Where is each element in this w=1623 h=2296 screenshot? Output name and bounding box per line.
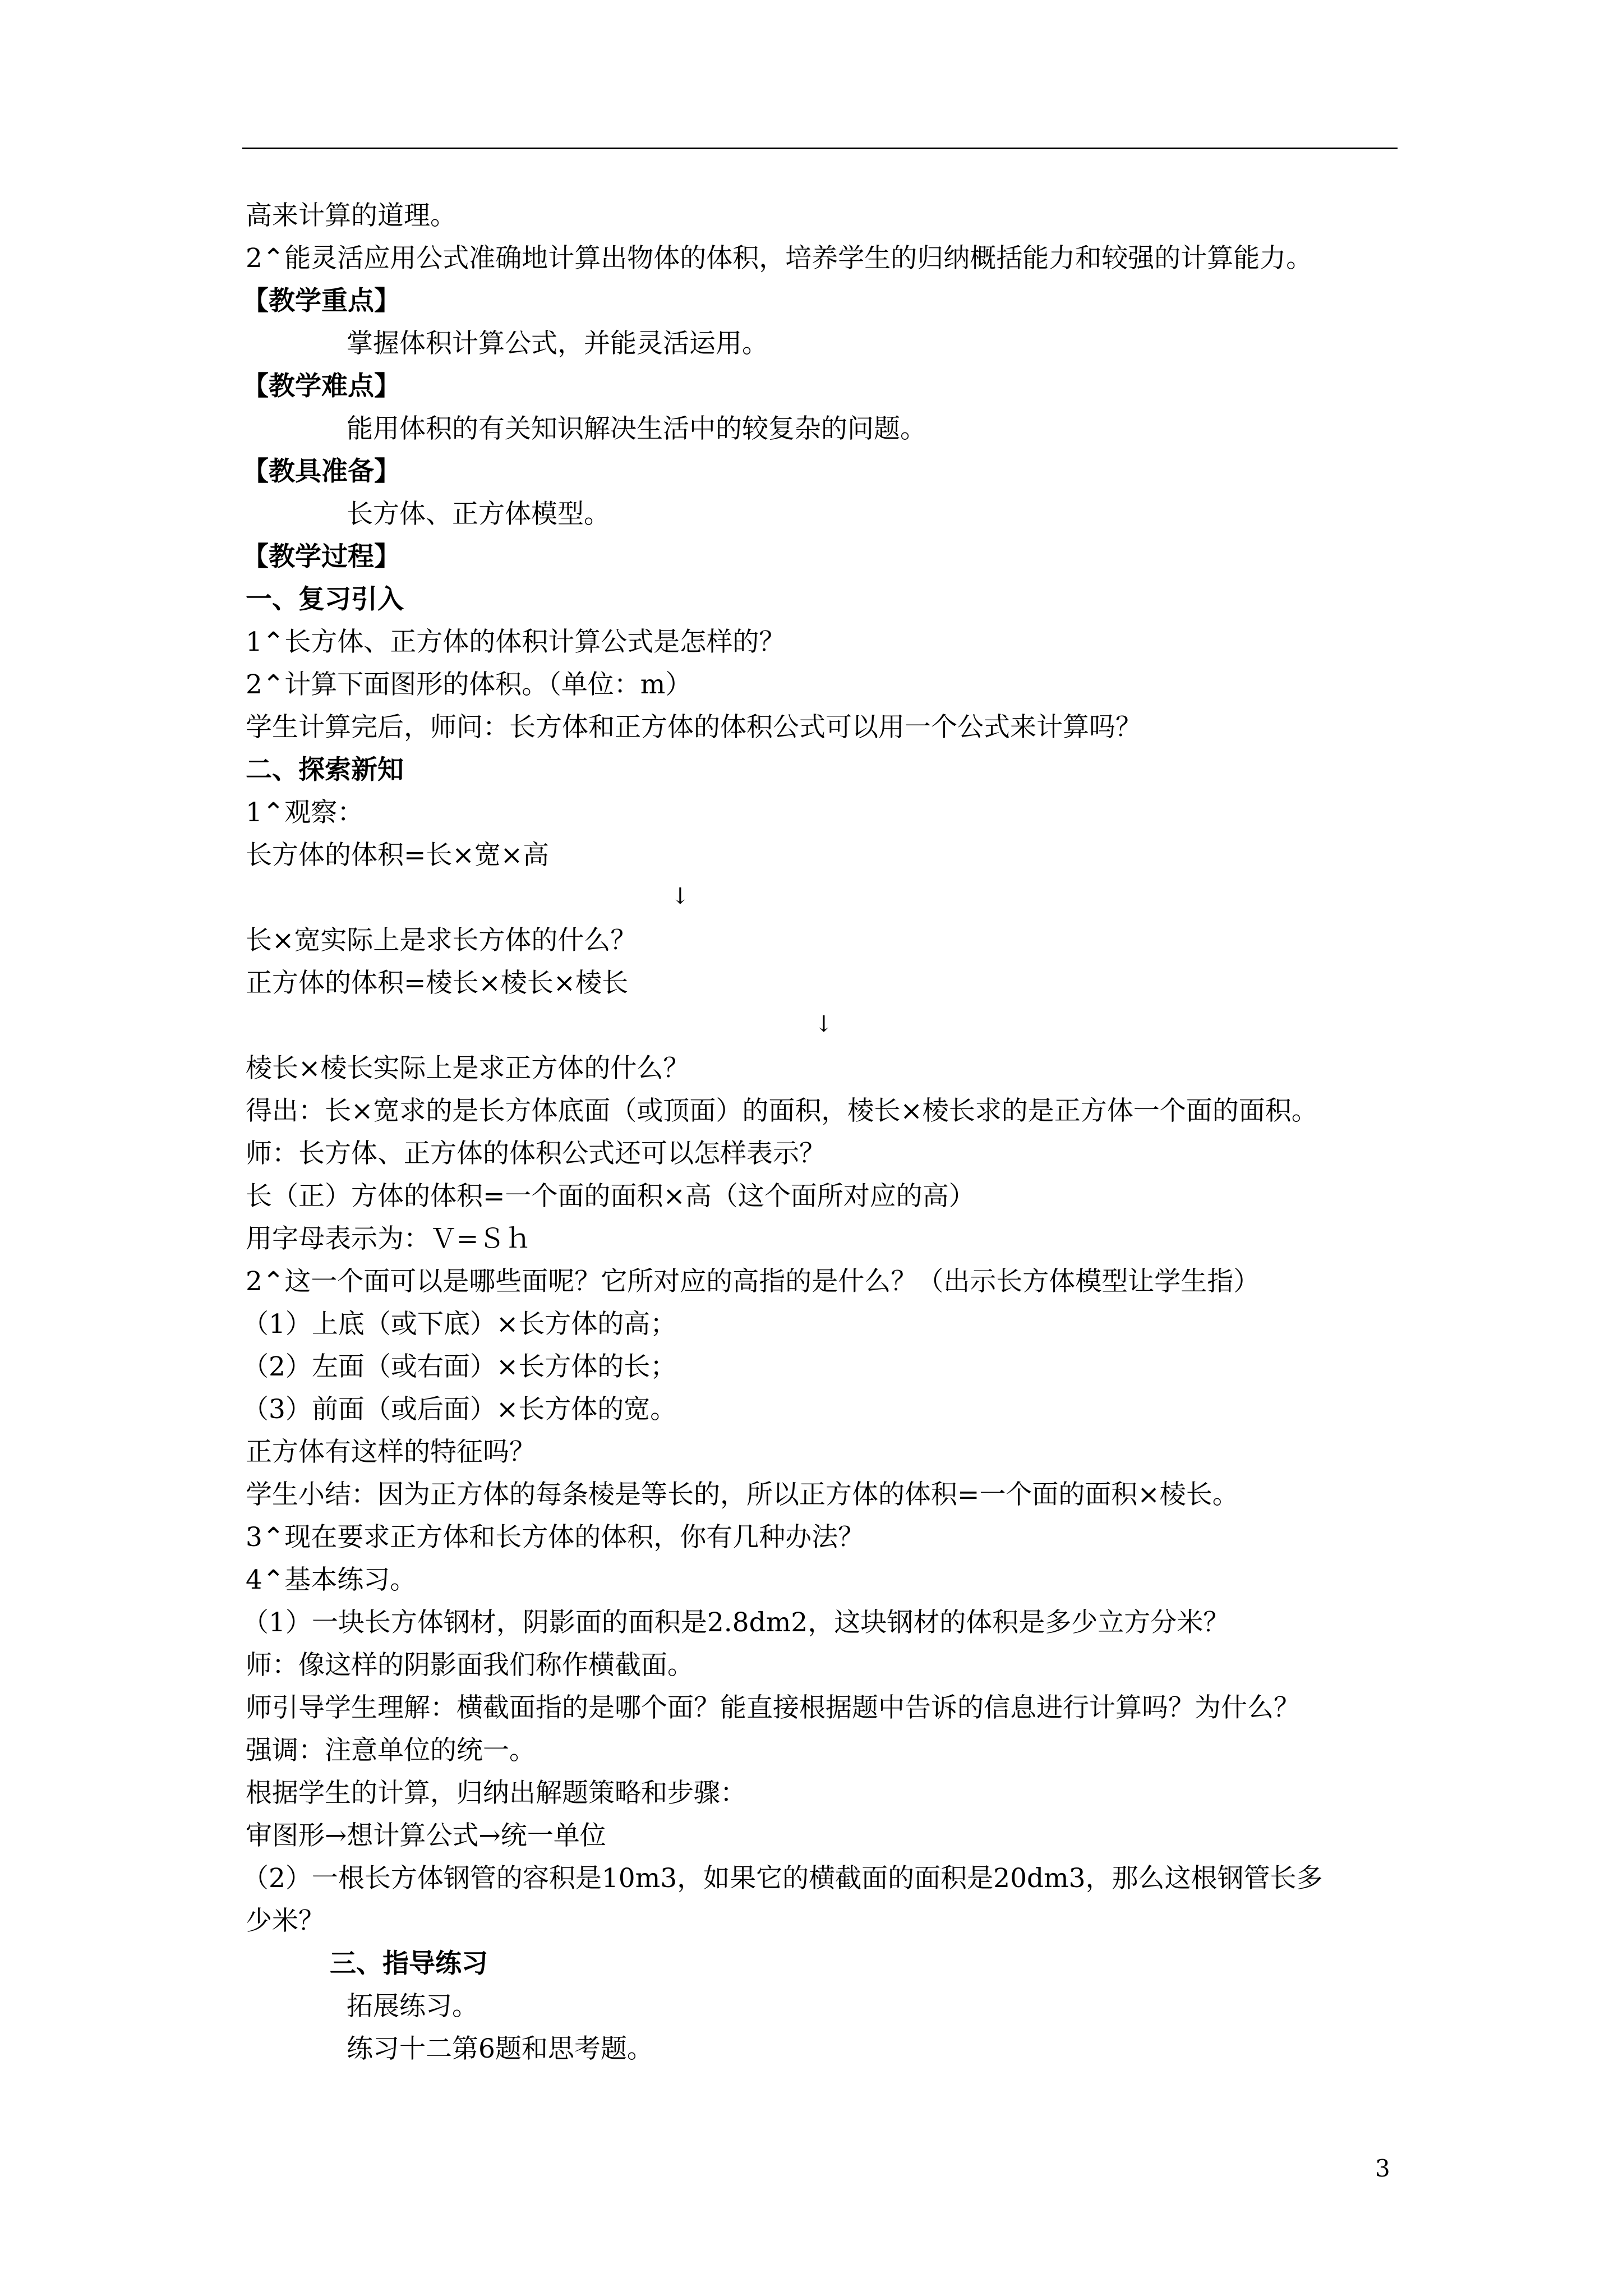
down-arrow-icon: ↓ [814,1011,833,1037]
text-line: （1）上底（或下底）×长方体的高； [242,1309,677,1340]
text-line: 1⌃观察： [246,797,364,828]
section-heading: 【教具准备】 [242,456,400,487]
text-line: 师：像这样的阴影面我们称作横截面。 [246,1650,694,1681]
section-heading: 一、复习引入 [246,584,404,615]
section-heading: 【教学难点】 [242,371,400,402]
text-line: 拓展练习。 [347,1991,478,2022]
text-line: 师：长方体、正方体的体积公式还可以怎样表示？ [246,1138,826,1169]
text-line: （2）左面（或右面）×长方体的长； [242,1351,677,1382]
text-line: 审图形→想计算公式→统一单位 [246,1820,606,1851]
text-line: 根据学生的计算，归纳出解题策略和步骤： [246,1778,746,1809]
section-heading: 【教学重点】 [242,286,400,316]
text-line: 棱长×棱长实际上是求正方体的什么？ [246,1053,690,1084]
text-line: 2⌃能灵活应用公式准确地计算出物体的体积，培养学生的归纳概括能力和较强的计算能力。 [246,243,1313,274]
text-line: （3）前面（或后面）×长方体的宽。 [242,1394,677,1425]
text-line: 掌握体积计算公式，并能灵活运用。 [347,328,768,359]
page-number: 3 [1375,2155,1390,2182]
text-line: 3⌃现在要求正方体和长方体的体积，你有几种办法？ [246,1522,865,1553]
text-line: 1⌃长方体、正方体的体积计算公式是怎样的？ [246,627,786,657]
section-heading: 【教学过程】 [242,541,400,572]
text-line: 学生计算完后，师问：长方体和正方体的体积公式可以用一个公式来计算吗？ [246,712,1142,743]
text-line: 2⌃计算下面图形的体积。（单位：m） [246,669,692,700]
text-line: 4⌃基本练习。 [246,1565,417,1595]
text-line: 强调：注意单位的统一。 [246,1735,536,1766]
text-line: 2⌃这一个面可以是哪些面呢？它所对应的高指的是什么？（出示长方体模型让学生指） [246,1266,1260,1297]
text-line: 练习十二第6题和思考题。 [347,2033,653,2064]
section-heading: 三、指导练习 [330,1948,488,1979]
text-line: 得出：长×宽求的是长方体底面（或顶面）的面积，棱长×棱长求的是正方体一个面的面积。 [246,1096,1318,1126]
text-line: 师引导学生理解：横截面指的是哪个面？能直接根据题中告诉的信息进行计算吗？为什么？ [246,1692,1300,1723]
text-line: 长方体的体积=长×宽×高 [246,840,550,871]
text-line: 正方体的体积=棱长×棱长×棱长 [246,968,629,999]
text-line: 能用体积的有关知识解决生活中的较复杂的问题。 [347,413,926,444]
text-line: 正方体有这样的特征吗？ [246,1437,536,1467]
text-line: 少米？ [246,1906,325,1936]
text-line: 高来计算的道理。 [246,200,457,231]
text-line: 长（正）方体的体积=一个面的面积×高（这个面所对应的高） [246,1181,975,1212]
text-line: （1）一块长方体钢材，阴影面的面积是2.8dm2，这块钢材的体积是多少立方分米？ [242,1607,1230,1638]
down-arrow-icon: ↓ [671,884,690,909]
section-heading: 二、探索新知 [246,754,404,785]
text-line: 用字母表示为：Ｖ=Ｓｈ [246,1223,532,1254]
text-line: （2）一根长方体钢管的容积是10m3，如果它的横截面的面积是20dm3，那么这根钢管长多 [242,1863,1323,1894]
text-line: 长×宽实际上是求长方体的什么？ [246,925,637,956]
text-line: 长方体、正方体模型。 [347,499,610,530]
header-rule [242,148,1398,149]
text-line: 学生小结：因为正方体的每条棱是等长的，所以正方体的体积=一个面的面积×棱长。 [246,1479,1239,1510]
